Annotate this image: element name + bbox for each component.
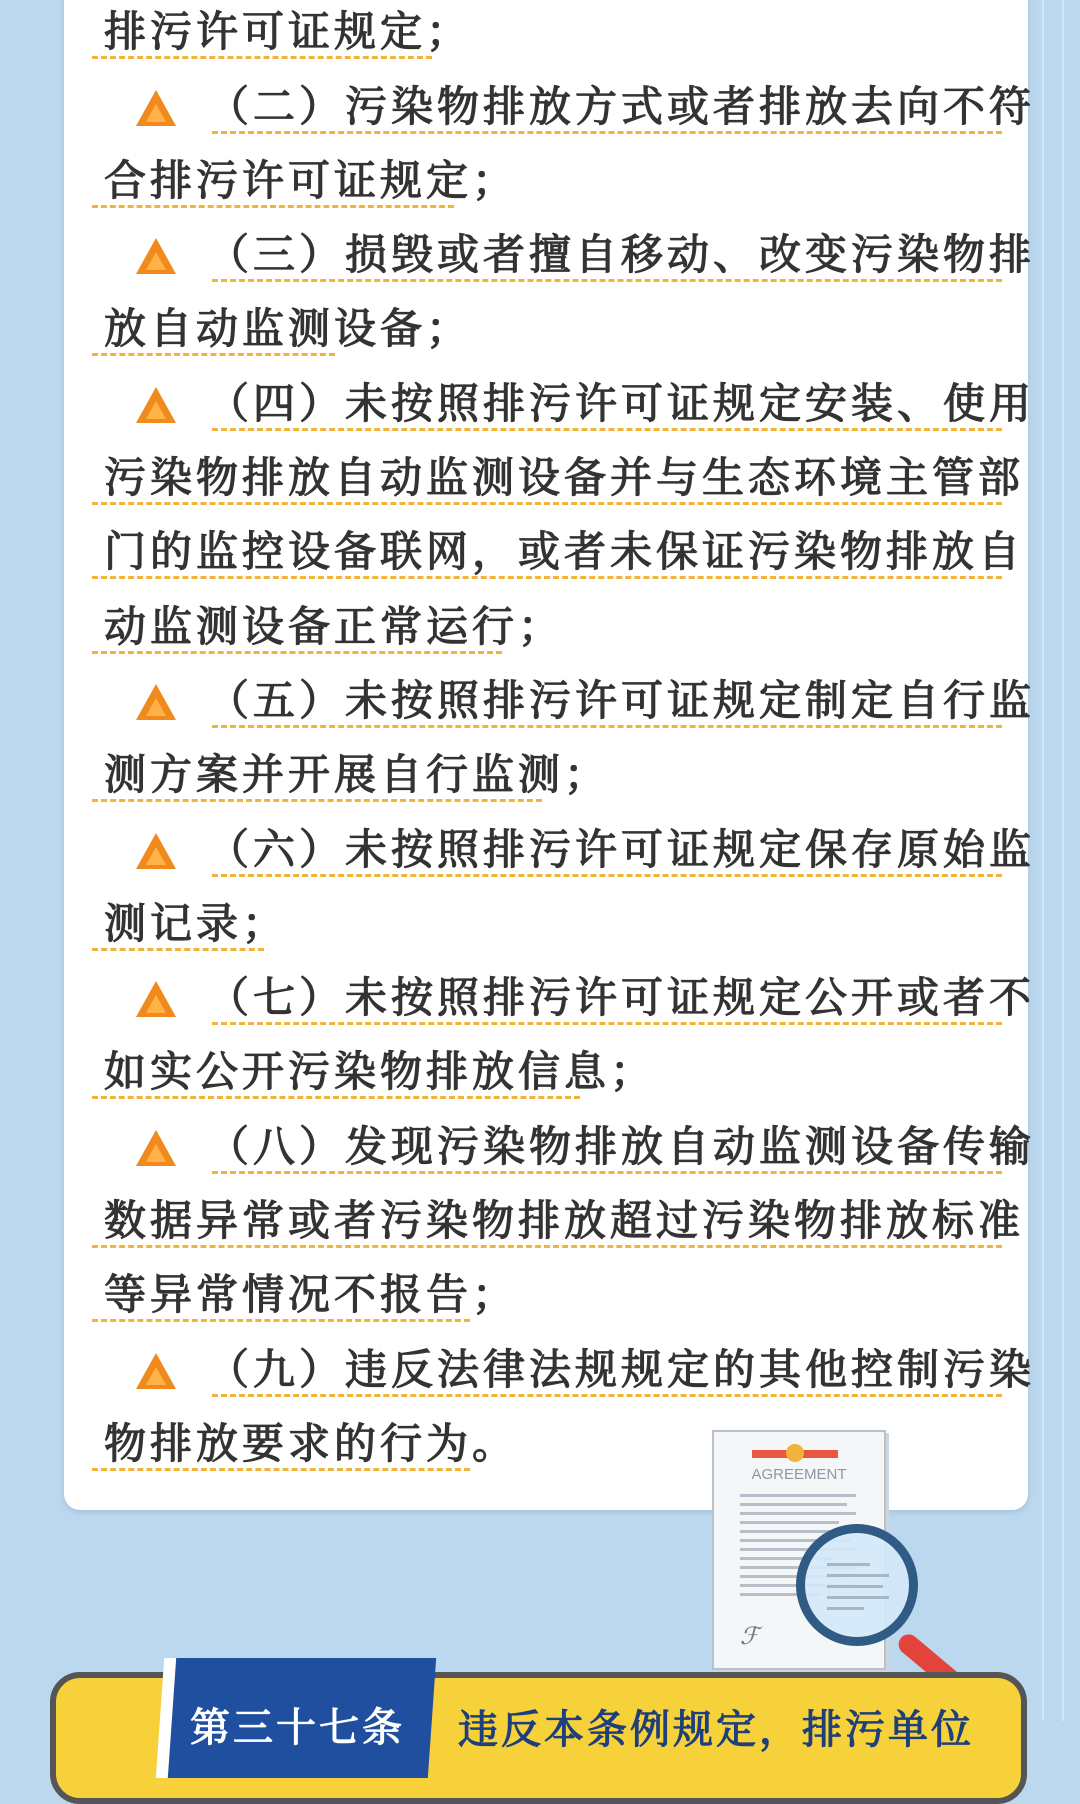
dashed-underline (92, 1468, 470, 1471)
line-text: （四）未按照排污许可证规定安装、使用 (207, 378, 1036, 428)
triangle-bullet-icon (136, 238, 176, 274)
text-line (92, 138, 1002, 212)
list-item-line (92, 955, 1036, 1029)
text-line (92, 286, 1002, 360)
text-line (92, 1252, 1002, 1326)
line-text: 测方案并开展自行监测； (104, 750, 611, 800)
list-item-line (92, 1103, 1036, 1177)
dashed-underline (212, 131, 1002, 134)
list-item-line (92, 63, 1036, 137)
dashed-underline (212, 1022, 1002, 1025)
dashed-underline (212, 428, 1002, 431)
line-text: 污染物排放自动监测设备并与生态环境主管部 (104, 453, 1025, 503)
text-line (92, 509, 1025, 583)
list-item-line (92, 212, 1036, 286)
dashed-underline (92, 576, 1002, 579)
line-text: 数据异常或者污染物排放超过污染物排放标准 (104, 1196, 1025, 1246)
line-text: （八）发现污染物排放自动监测设备传输 (207, 1121, 1036, 1171)
dashed-underline (92, 353, 335, 356)
triangle-bullet-icon (136, 387, 176, 423)
line-text: 合排污许可证规定； (104, 155, 519, 205)
text-line (92, 1029, 1002, 1103)
dashed-underline (92, 651, 502, 654)
dashed-underline (92, 205, 454, 208)
triangle-bullet-icon (136, 833, 176, 869)
line-text: 如实公开污染物排放信息； (104, 1047, 657, 1097)
list-item-line (92, 806, 1036, 880)
triangle-bullet-icon (136, 1130, 176, 1166)
text-line (92, 0, 1002, 63)
dashed-underline (92, 1096, 580, 1099)
dashed-underline (212, 1394, 1002, 1397)
seal-icon (786, 1444, 804, 1462)
text-line (92, 881, 1002, 955)
line-text: 排污许可证规定； (104, 7, 473, 57)
line-text: （二）污染物排放方式或者排放去向不符 (207, 81, 1036, 131)
line-text: 放自动监测设备； (104, 304, 473, 354)
text-line (92, 583, 1002, 657)
triangle-bullet-icon (136, 1353, 176, 1389)
list-item-line (92, 360, 1036, 434)
line-text: 等异常情况不报告； (104, 1270, 519, 1320)
triangle-bullet-icon (136, 90, 176, 126)
banner-text: 违反本条例规定，排污单位 (458, 1707, 974, 1753)
background-stripe (1062, 0, 1064, 1721)
dashed-underline (92, 1245, 1002, 1248)
line-text: 动监测设备正常运行； (104, 601, 565, 651)
dashed-underline (92, 56, 432, 59)
line-text: （五）未按照排污许可证规定制定自行监 (207, 675, 1036, 725)
dashed-underline (92, 1319, 470, 1322)
line-text: 测记录； (104, 898, 289, 948)
dashed-underline (212, 725, 1002, 728)
article-text (92, 0, 1036, 1475)
text-line (92, 732, 1002, 806)
signature-icon: ℱ (738, 1622, 765, 1650)
dashed-underline (212, 874, 1002, 877)
triangle-bullet-icon (136, 981, 176, 1017)
article-label: 第三十七条 (190, 1705, 405, 1751)
document-title: AGREEMENT (751, 1466, 847, 1483)
line-text: （九）违反法律法规规定的其他控制污染 (207, 1344, 1036, 1394)
magnifier-icon (796, 1524, 918, 1646)
line-text: （六）未按照排污许可证规定保存原始监 (207, 824, 1036, 874)
dashed-underline (92, 799, 542, 802)
text-line (92, 435, 1025, 509)
dashed-underline (212, 279, 1002, 282)
list-item-line (92, 658, 1036, 732)
triangle-bullet-icon (136, 684, 176, 720)
line-text: （七）未按照排污许可证规定公开或者不 (207, 973, 1036, 1023)
line-text: 物排放要求的行为。 (104, 1418, 519, 1468)
line-text: （三）损毁或者擅自移动、改变污染物排 (207, 230, 1036, 280)
dashed-underline (212, 1171, 1002, 1174)
text-line (92, 1178, 1025, 1252)
line-text: 门的监控设备联网，或者未保证污染物排放自 (104, 527, 1025, 577)
dashed-underline (92, 502, 1002, 505)
dashed-underline (92, 948, 264, 951)
list-item-line (92, 1326, 1036, 1400)
background-stripe (1042, 0, 1044, 1721)
